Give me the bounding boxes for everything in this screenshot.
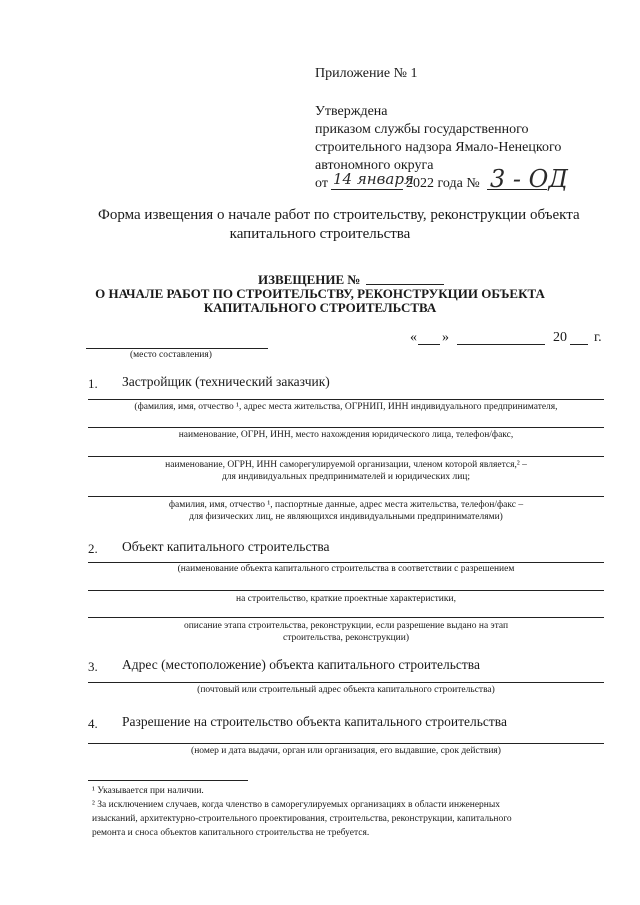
approval-line-3: строительного надзора Ямало-Ненецкого: [315, 140, 562, 155]
day-field[interactable]: [418, 344, 440, 345]
approval-date-prefix: от: [315, 176, 328, 191]
approval-line-2: приказом службы государственного: [315, 122, 529, 137]
section-1-field-2[interactable]: [88, 427, 604, 428]
form-title-line-1: Форма извещения о начале работ по строительству, реконструкции объекта: [98, 207, 580, 223]
section-2-title: Объект капитального строительства: [122, 539, 330, 554]
section-2-field-3[interactable]: [88, 617, 604, 618]
approval-year-text: 2022 года №: [406, 176, 480, 191]
handwritten-order-number: 3 - ОД: [490, 165, 568, 193]
section-1-title: Застройщик (технический заказчик): [122, 374, 330, 389]
section-1-caption-2: наименование, ОГРН, ИНН, место нахождения юридического лица, телефон/факс,: [178, 430, 514, 440]
footnote-2-line-2: изысканий, архитектурно-строительного проектирования, строительства, реконструкции, капитального: [92, 814, 512, 824]
section-1-field-3[interactable]: [88, 456, 604, 457]
section-4-caption: (номер и дата выдачи, орган или организация, его выдавшие, срок действия): [191, 746, 501, 756]
section-2-caption-3a: описание этапа строительства, реконструкции, если разрешение выдано на этап: [183, 621, 509, 631]
month-field[interactable]: [457, 344, 545, 345]
section-1-field-1[interactable]: [88, 399, 604, 400]
section-2-field-2[interactable]: [88, 590, 604, 591]
approval-line-4: автономного округа: [315, 158, 434, 173]
place-field[interactable]: [86, 348, 268, 349]
section-1-field-4[interactable]: [88, 496, 604, 497]
date-century: 20: [553, 330, 567, 345]
date-open-quote: «: [410, 330, 417, 345]
footnote-1: ¹ Указывается при наличии.: [92, 786, 204, 796]
section-2-caption-1: (наименование объекта капитального строительства в соответствии с разрешением: [177, 564, 515, 574]
date-year-suffix: г.: [594, 330, 602, 345]
footnote-separator: [88, 780, 248, 781]
section-4-number: 4.: [88, 716, 98, 731]
section-3-field[interactable]: [88, 682, 604, 683]
section-2-number: 2.: [88, 541, 98, 556]
notice-heading-2: О НАЧАЛЕ РАБОТ ПО СТРОИТЕЛЬСТВУ, РЕКОНСТРУКЦИИ ОБЪЕКТА: [95, 286, 545, 301]
section-1-number: 1.: [88, 376, 98, 391]
footnote-2-line-1: ² За исключением случаев, когда членство в саморегулируемых организациях в области инженерных: [92, 800, 501, 810]
form-title-line-2: капитального строительства: [229, 226, 411, 242]
section-4-title: Разрешение на строительство объекта капитального строительства: [122, 714, 507, 729]
approval-line-1: Утверждена: [315, 104, 388, 119]
notice-heading-1: ИЗВЕЩЕНИЕ №: [258, 272, 361, 287]
section-3-number: 3.: [88, 659, 98, 674]
section-3-title: Адрес (местоположение) объекта капитального строительства: [122, 657, 480, 672]
section-1-caption-4a: фамилия, имя, отчество ¹, паспортные данные, адрес места жительства, телефон/факс –: [168, 500, 524, 510]
section-1-caption-1: (фамилия, имя, отчество ¹, адрес места жительства, ОГРНИП, ИНН индивидуального предпринимателя,: [134, 402, 558, 412]
footnote-2-line-3: ремонта и сноса объектов капитального строительства не требуется.: [92, 828, 370, 838]
section-1-caption-3a: наименование, ОГРН, ИНН саморегулируемой организации, членом которой является,² –: [165, 460, 527, 470]
section-2-caption-2: на строительство, краткие проектные характеристики,: [236, 594, 456, 604]
year-field[interactable]: [570, 344, 588, 345]
date-close-quote: »: [442, 330, 449, 345]
section-2-caption-3b: строительства, реконструкции): [282, 633, 410, 643]
appendix-label: Приложение № 1: [315, 66, 418, 81]
place-caption: (место составления): [130, 350, 212, 360]
section-2-field-1[interactable]: [88, 562, 604, 563]
section-3-caption: (почтовый или строительный адрес объекта капитального строительства): [197, 685, 495, 695]
notice-heading-3: КАПИТАЛЬНОГО СТРОИТЕЛЬСТВА: [203, 300, 437, 315]
section-4-field[interactable]: [88, 743, 604, 744]
handwritten-date: 14 января: [333, 170, 414, 188]
section-1-caption-3b: для индивидуальных предпринимателей и юридических лиц;: [221, 472, 471, 482]
section-1-caption-4b: для физических лиц, не являющихся индивидуальными предпринимателями): [189, 512, 503, 522]
